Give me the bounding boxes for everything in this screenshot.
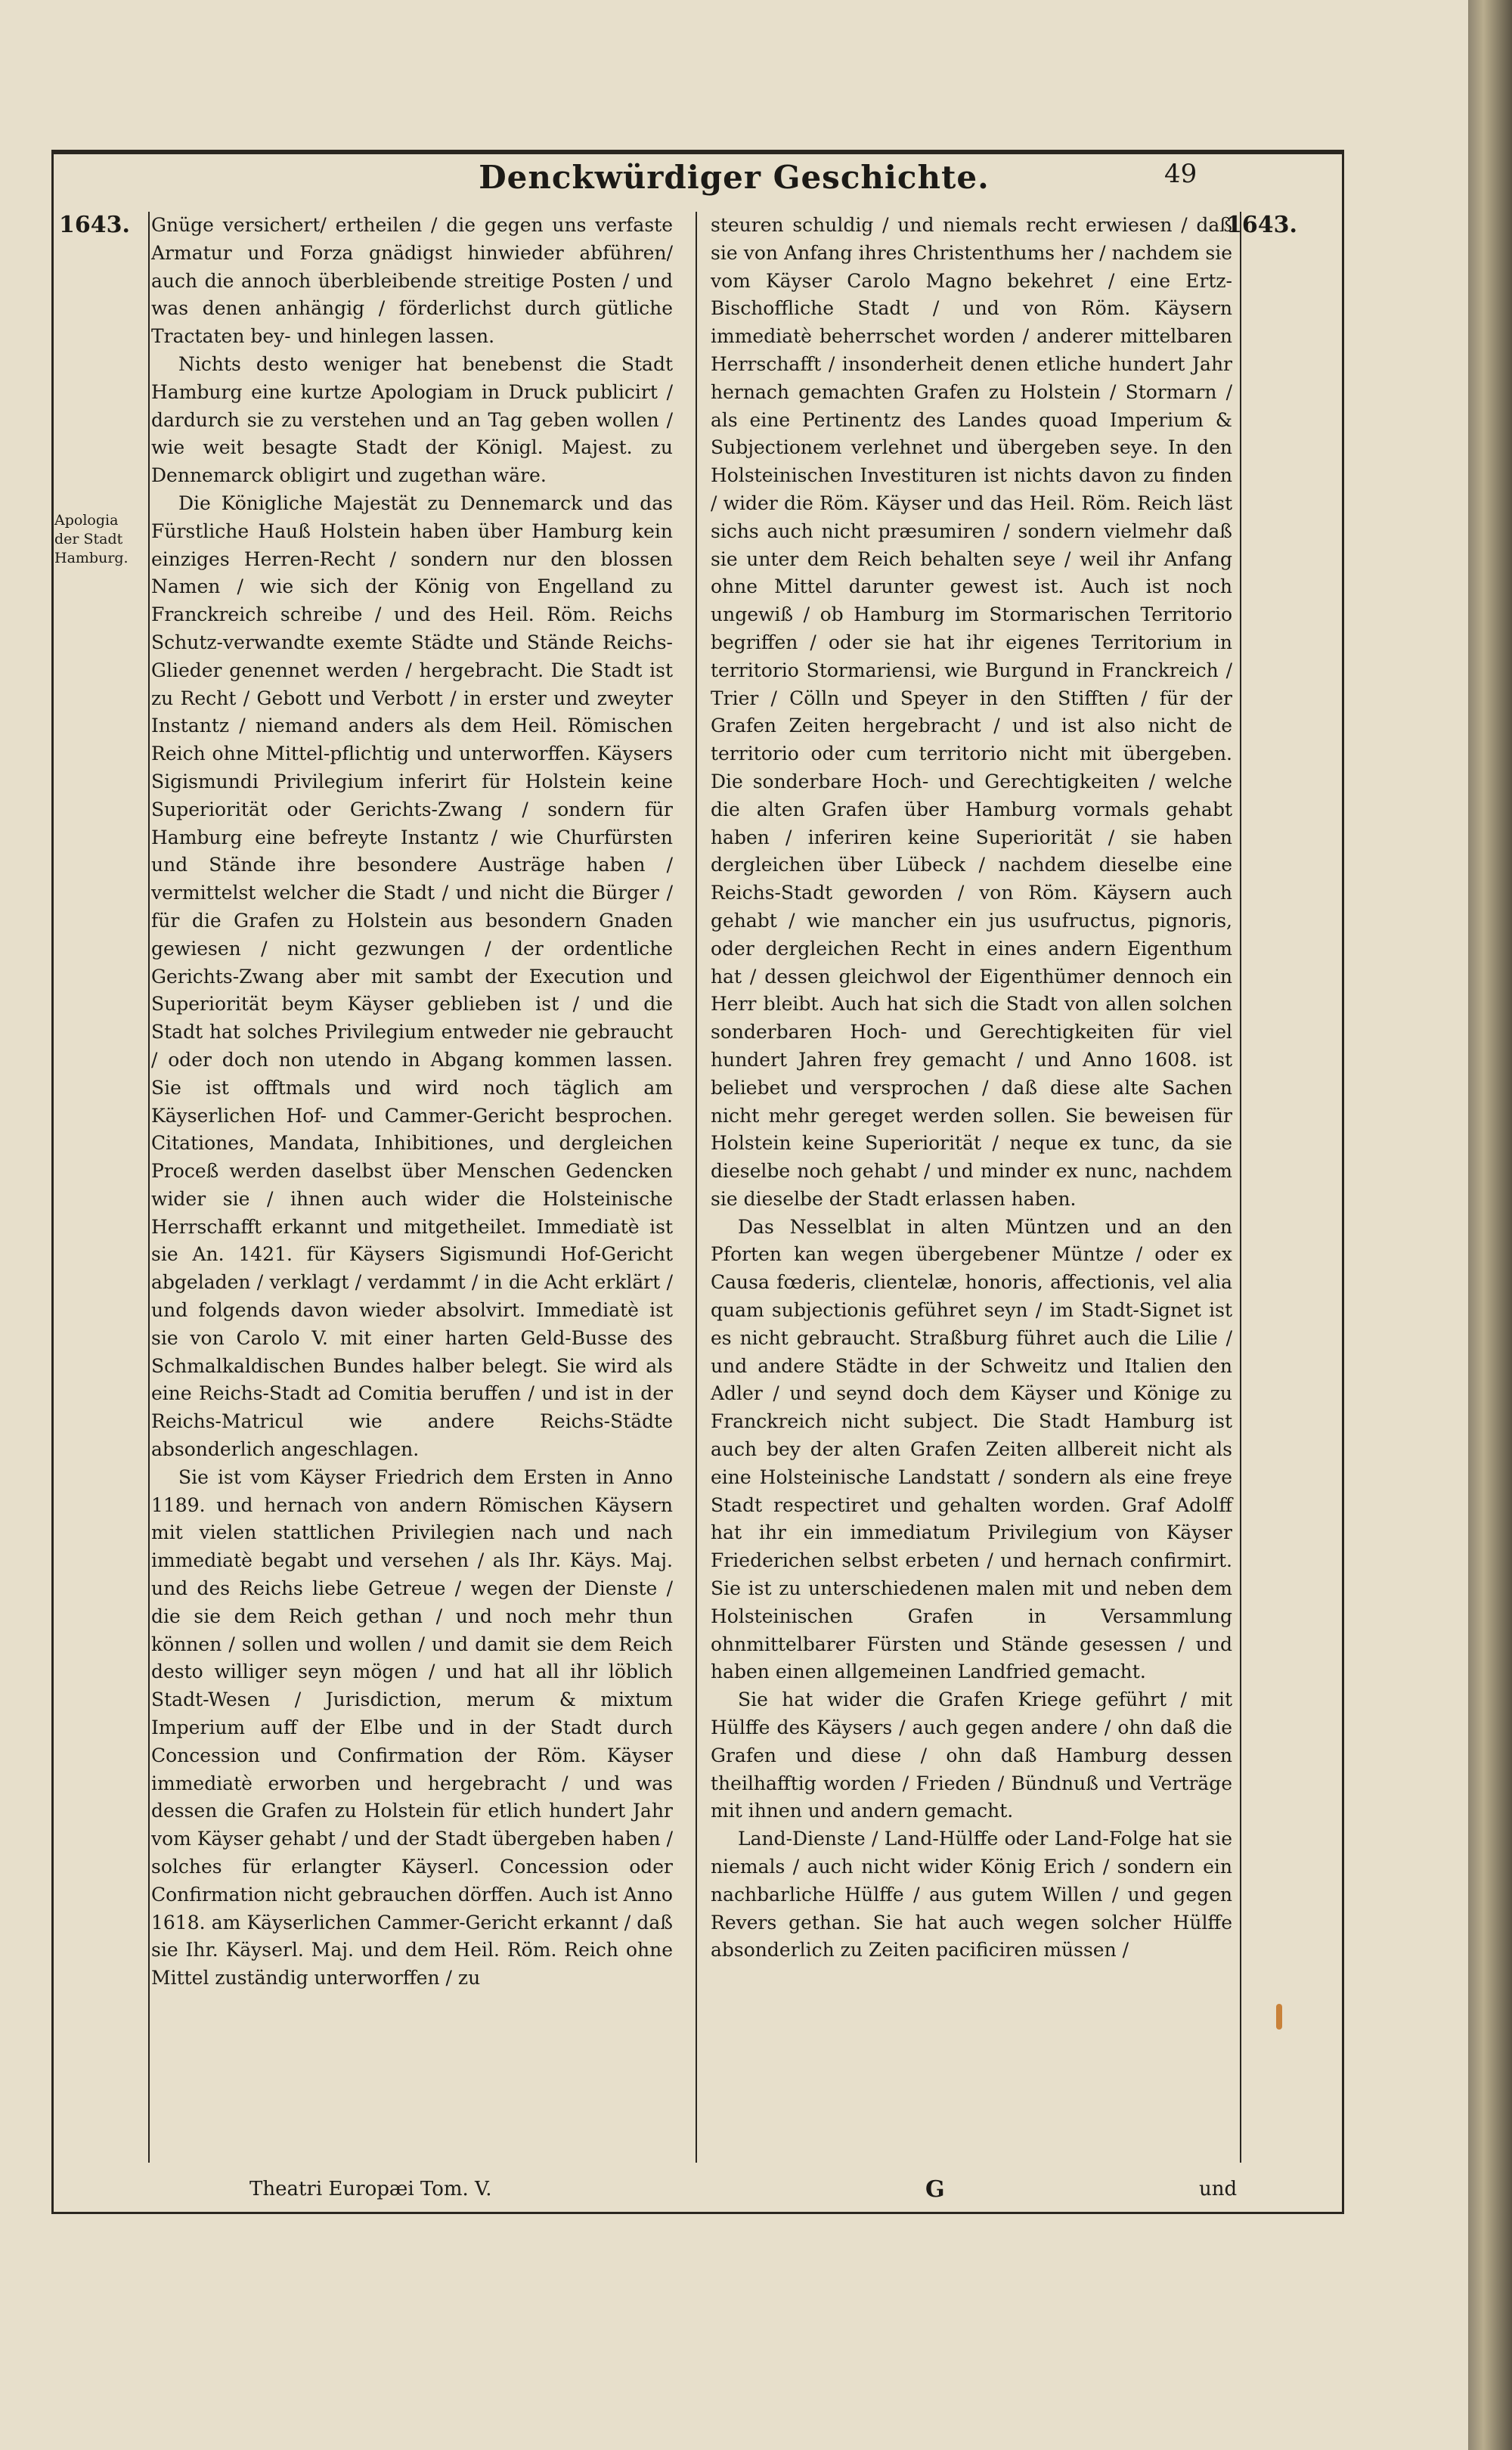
paragraph: Die Königliche Majestät zu Dennemarck und das Fürstliche Hauß Holstein haben über Hamburg kein einziges Herren-Recht / sondern nur den blossen Namen / wie sich der König von Engelland zu Franckreich schreibe / und des Heil. Röm. Reichs Schutz-verwandte exemte Städte und Stände Reichs-Glieder genennet werden / hergebracht. Die Stadt ist zu Recht / Gebott und Verbott / in erster und zweyter Instantz / niemand anders als dem Heil. Römischen Reich ohne Mittel-pflichtig und unterworffen. Käysers Sigismundi Privilegium inferirt für Holstein keine Superiorität oder Gerichts-Zwang / sondern für Hamburg eine befreyte Instantz / wie Churfürsten und Stände ihre besondere Austräge haben / vermittelst welcher die Stadt / und nicht die Bürger / für die Grafen zu Holstein aus besondern Gnaden gewiesen / nicht gezwungen / der ordentliche Gerichts-Zwang aber mit sambt der Execution und Superiorität beym Käyser geblieben ist / und die Stadt hat solches Privilegium entweder nie gebraucht / oder doch non utendo in Abgang kommen lassen. Sie ist offtmals und wird noch täglich am Käyserlichen Hof- und Cammer-Gericht besprochen. Citationes, Mandata, Inhibitiones, und dergleichen Proceß werden daselbst über Menschen Gedencken wider sie / ihnen auch wider die Holsteinische Herrschafft erkannt und mitgetheilet. Immediatè ist sie An. 1421. für Käysers Sigismundi Hof-Gericht abgeladen / verklagt / verdammt / in die Acht erklärt / und folgends davon wieder absolvirt. Immediatè ist sie von Carolo V. mit einer harten Geld-Busse des Schmalkaldischen Bundes halber belegt. Sie wird als eine Reichs-Stadt ad Comitia beruffen / und ist in der Reichs-Matricul wie andere Reichs-Städte absonderlich angeschlagen. bbox=[151, 492, 673, 1461]
paragraph: Sie ist vom Käyser Friedrich dem Ersten in Anno 1189. und hernach von andern Römischen Käysern mit vielen stattlichen Privilegien nach und nach immediatè begabt und versehen / als Ihr. Käys. Maj. und des Reichs liebe Getreue / wegen der Dienste / die sie dem Reich gethan / und noch mehr thun können / sollen und wollen / und damit sie dem Reich desto williger seyn mögen / und hat all ihr löblich Stadt-Wesen / Jurisdiction, merum & mixtum Imperium auff der Elbe und in der Stadt durch Concession und Confirmation der Röm. Käyser immediatè erworben und hergebracht / und was dessen die Grafen zu Holstein für etlich hundert Jahr vom Käyser gehabt / und der Stadt übergeben haben / solches für erlangter Käyserl. Concession oder Confirmation nicht gebrauchen dörffen. Auch ist Anno 1618. am Käyserlichen Cammer-Gericht erkannt / daß sie Ihr. Käyserl. Maj. und dem Heil. Röm. Reich ohne Mittel zuständig unterworffen / zu bbox=[151, 1465, 673, 1989]
paragraph: Sie hat wider die Grafen Kriege geführt / mit Hülffe des Käysers / auch gegen andere / ohn daß die Grafen und diese / ohn daß Hamburg dessen theilhafftig worden / Frieden / Bündnuß und Verträge mit ihnen und andern gemacht. bbox=[711, 1689, 1232, 1822]
text-column-right bbox=[711, 212, 1232, 1965]
margin-rule-left bbox=[148, 212, 150, 2163]
page-number: 49 bbox=[1164, 159, 1198, 189]
margin-rule-right bbox=[1240, 212, 1241, 2163]
margin-note: Apologia der Stadt Hamburg. bbox=[54, 512, 129, 566]
footer-title: Theatri Europæi Tom. V. bbox=[249, 2178, 492, 2200]
paragraph: Land-Dienste / Land-Hülffe oder Land-Folge hat sie niemals / auch nicht wider König Erich / sondern ein nachbarliche Hülffe / aus gutem Willen / und gegen Revers gethan. Sie hat auch wegen solcher Hülffe absonderlich zu Zeiten pacificiren müssen / bbox=[711, 1828, 1232, 1962]
page-edge bbox=[1468, 0, 1512, 2450]
paragraph: steuren schuldig / und niemals recht erwiesen / daß sie von Anfang ihres Christenthums her / nachdem sie vom Käyser Carolo Magno bekehret / eine Ertz-Bischoffliche Stadt / und von Röm. Käysern immediatè beherrschet worden / anderer mittelbaren Herrschafft / insonderheit denen etliche hundert Jahr hernach gemachten Grafen zu Holstein / Stormarn / als eine Pertinentz des Landes quoad Imperium & Subjectionem verlehnet und übergeben seye. In den Holsteinischen Investituren ist nichts davon zu finden / wider die Röm. Käyser und das Heil. Röm. Reich läst sichs auch nicht præsumiren / sondern vielmehr daß sie unter dem Reich behalten seye / weil ihr Anfang ohne Mittel darunter gewest ist. Auch ist noch ungewiß / ob Hamburg im Stormarischen Territorio begriffen / oder sie hat ihr eigenes Territorium in territorio Stormariensi, wie Burgund in Franckreich / Trier / Cölln und Speyer in den Stifften / für der Grafen Zeiten hergebracht / und ist also nicht de territorio oder cum territorio nicht mit übergeben. Die sonderbare Hoch- und Gerechtigkeiten / welche die alten Grafen über Hamburg vormals gehabt haben / inferiren keine Superiorität / sie haben dergleichen über Lübeck / nachdem dieselbe eine Reichs-Stadt geworden / von Röm. Käysern auch gehabt / wie mancher ein jus usufructus, pignoris, oder dergleichen Recht in eines andern Eigenthum hat / dessen gleichwol der Eigenthümer dennoch ein Herr bleibt. Auch hat sich die Stadt von allen solchen sonderbaren Hoch- und Gerechtigkeiten für viel hundert Jahren frey gemacht / und Anno 1608. ist beliebet und versprochen / daß diese alte Sachen nicht mehr gereget werden sollen. Sie beweisen für Holstein keine Superiorität / neque ex tunc, da sie dieselbe noch gehabt / und minder ex nunc, nachdem sie dieselbe der Stadt erlassen haben. bbox=[711, 214, 1232, 1210]
text-column-left bbox=[151, 212, 673, 1993]
year-right: 1643. bbox=[1226, 212, 1297, 238]
running-head: Denckwürdiger Geschichte. bbox=[479, 159, 990, 196]
paper-stain bbox=[1276, 2004, 1282, 2030]
signature-mark: G bbox=[925, 2176, 945, 2203]
paragraph: Nichts desto weniger hat benebenst die Stadt Hamburg eine kurtze Apologiam in Druck publicirt / dardurch sie zu verstehen und an Tag geben wollen / wie weit besagte Stadt der Königl. Majest. zu Dennemarck obligirt und zugethan wäre. bbox=[151, 352, 673, 487]
year-left: 1643. bbox=[59, 212, 130, 238]
paragraph: Gnüge versichert/ ertheilen / die gegen uns verfaste Armatur und Forza gnädigst hinwieder abführen/ auch die annoch überbleibende streitige Posten / und was denen anhängig / förderlichst durch gütliche Tractaten bey- und hinlegen lassen. bbox=[151, 214, 673, 348]
column-divider bbox=[696, 212, 697, 2163]
paragraph: Das Nesselblat in alten Müntzen und an den Pforten kan wegen übergebener Müntze / oder ex Causa fœderis, clientelæ, honoris, affectionis, vel alia quam subjectionis geführet seyn / im Stadt-Signet ist es nicht gebraucht. Straßburg führet auch die Lilie / und andere Städte in der Schweitz und Italien den Adler / und seynd doch dem Käyser und Könige zu Franckreich nicht subject. Die Stadt Hamburg ist auch bey der alten Grafen Zeiten allbereit nicht als eine Holsteinische Landstatt / sondern als eine freye Stadt respectiret und gehalten worden. Graf Adolff hat ihr ein immediatum Privilegium von Käyser Friederichen selbst erbeten / und hernach confirmirt. Sie ist zu unterschiedenen malen mit und neben dem Holsteinischen Grafen in Versammlung ohnmittelbarer Fürsten und Stände gesessen / und haben einen allgemeinen Landfried gemacht. bbox=[711, 1215, 1232, 1683]
catchword: und bbox=[1199, 2178, 1238, 2200]
